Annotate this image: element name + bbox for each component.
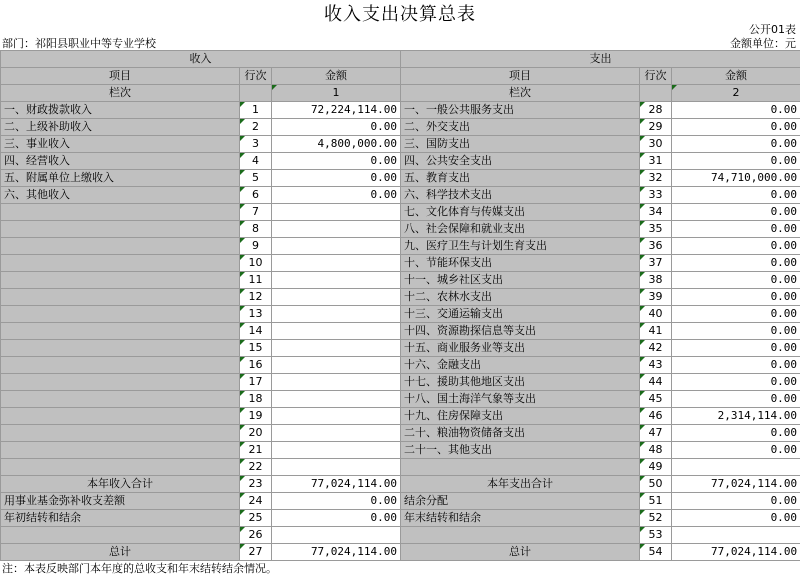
income-line-number: 18 (240, 391, 272, 408)
expense-item: 十二、农林水支出 (401, 289, 640, 306)
section-header-row (1, 51, 800, 68)
income-amount (272, 272, 401, 289)
table-row (1, 357, 800, 374)
income-item-header: 项目 (1, 68, 240, 85)
expense-amount (672, 459, 800, 476)
expense-amount (672, 527, 800, 544)
expense-item: 十、节能环保支出 (401, 255, 640, 272)
expense-amount: 0.00 (672, 238, 800, 255)
table-row (1, 153, 800, 170)
income-amount: 0.00 (272, 153, 401, 170)
income-line-number: 10 (240, 255, 272, 272)
income-item (1, 221, 240, 238)
income-line-number: 22 (240, 459, 272, 476)
income-item (1, 306, 240, 323)
income-column-spacer (240, 85, 272, 102)
expense-line-number: 46 (640, 408, 672, 425)
expense-amount: 0.00 (672, 374, 800, 391)
expense-item: 十五、商业服务业等支出 (401, 340, 640, 357)
income-line-number: 13 (240, 306, 272, 323)
income-item: 总计 (1, 544, 240, 561)
income-line-header: 行次 (240, 68, 272, 85)
column-header-row (1, 68, 800, 85)
income-amount (272, 374, 401, 391)
expense-line-number: 31 (640, 153, 672, 170)
income-line-number: 5 (240, 170, 272, 187)
table-row (1, 391, 800, 408)
expense-line-number: 47 (640, 425, 672, 442)
table-row (1, 204, 800, 221)
table-row (1, 340, 800, 357)
income-line-number: 16 (240, 357, 272, 374)
department-label: 部门：祁阳县职业中等专业学校 (2, 37, 156, 50)
expense-line-number: 39 (640, 289, 672, 306)
report-title: 收入支出决算总表 (324, 4, 476, 25)
expense-line-header: 行次 (640, 68, 672, 85)
table-row (1, 425, 800, 442)
expense-amount: 0.00 (672, 204, 800, 221)
expense-item: 二十、粮油物资储备支出 (401, 425, 640, 442)
expense-item: 八、社会保障和就业支出 (401, 221, 640, 238)
expense-item: 四、公共安全支出 (401, 153, 640, 170)
expense-item: 十八、国土海洋气象等支出 (401, 391, 640, 408)
expense-line-number: 51 (640, 493, 672, 510)
income-line-number: 4 (240, 153, 272, 170)
income-column-label: 栏次 (1, 85, 240, 102)
table-row (1, 408, 800, 425)
table-row (1, 510, 800, 527)
table-row (1, 102, 800, 119)
expense-line-number: 43 (640, 357, 672, 374)
currency-unit-label: 金额单位：元 (730, 37, 796, 50)
expense-amount: 0.00 (672, 357, 800, 374)
expense-line-number: 53 (640, 527, 672, 544)
expense-line-number: 44 (640, 374, 672, 391)
income-amount (272, 425, 401, 442)
income-amount (272, 204, 401, 221)
income-line-number: 11 (240, 272, 272, 289)
income-amount (272, 306, 401, 323)
expense-item (401, 459, 640, 476)
income-amount: 0.00 (272, 493, 401, 510)
expense-line-number: 38 (640, 272, 672, 289)
expense-item: 二十一、其他支出 (401, 442, 640, 459)
income-line-number: 25 (240, 510, 272, 527)
expense-amount: 0.00 (672, 119, 800, 136)
table-row (1, 119, 800, 136)
income-line-number: 17 (240, 374, 272, 391)
expense-section-header: 支出 (401, 51, 800, 68)
income-amount (272, 357, 401, 374)
income-item: 年初结转和结余 (1, 510, 240, 527)
expense-amount: 0.00 (672, 136, 800, 153)
income-line-number: 12 (240, 289, 272, 306)
table-row (1, 527, 800, 544)
income-line-number: 14 (240, 323, 272, 340)
expense-item: 十一、城乡社区支出 (401, 272, 640, 289)
income-item (1, 527, 240, 544)
expense-column-number: 2 (672, 85, 800, 102)
table-row (1, 170, 800, 187)
expense-item: 结余分配 (401, 493, 640, 510)
income-amount: 0.00 (272, 119, 401, 136)
expense-amount: 0.00 (672, 255, 800, 272)
table-row (1, 306, 800, 323)
income-item (1, 204, 240, 221)
income-item: 一、财政拨款收入 (1, 102, 240, 119)
expense-item-header: 项目 (401, 68, 640, 85)
income-item (1, 442, 240, 459)
expense-line-number: 32 (640, 170, 672, 187)
income-line-number: 23 (240, 476, 272, 493)
expense-item: 总计 (401, 544, 640, 561)
expense-line-number: 42 (640, 340, 672, 357)
expense-item: 九、医疗卫生与计划生育支出 (401, 238, 640, 255)
income-item (1, 408, 240, 425)
expense-line-number: 40 (640, 306, 672, 323)
footnote: 注：本表反映部门本年度的总收支和年末结转结余情况。 (2, 562, 277, 575)
expense-line-number: 45 (640, 391, 672, 408)
expense-amount-header: 金额 (672, 68, 800, 85)
income-item (1, 374, 240, 391)
income-amount (272, 323, 401, 340)
expense-item: 年末结转和结余 (401, 510, 640, 527)
table-row (1, 289, 800, 306)
table-row (1, 238, 800, 255)
table-row (1, 323, 800, 340)
income-item: 用事业基金弥补收支差额 (1, 493, 240, 510)
expense-item: 十七、援助其他地区支出 (401, 374, 640, 391)
income-item (1, 340, 240, 357)
income-amount (272, 238, 401, 255)
expense-item: 十四、资源勘探信息等支出 (401, 323, 640, 340)
expense-item: 六、科学技术支出 (401, 187, 640, 204)
income-amount: 0.00 (272, 187, 401, 204)
table-row (1, 221, 800, 238)
table-row (1, 255, 800, 272)
income-amount (272, 255, 401, 272)
table-row (1, 374, 800, 391)
income-amount: 0.00 (272, 170, 401, 187)
income-line-number: 8 (240, 221, 272, 238)
income-line-number: 26 (240, 527, 272, 544)
income-item (1, 289, 240, 306)
expense-amount: 0.00 (672, 306, 800, 323)
expense-amount: 2,314,114.00 (672, 408, 800, 425)
income-item (1, 391, 240, 408)
expense-line-number: 36 (640, 238, 672, 255)
income-section-header: 收入 (1, 51, 401, 68)
expense-amount: 0.00 (672, 102, 800, 119)
income-amount (272, 289, 401, 306)
income-amount (272, 459, 401, 476)
expense-item: 本年支出合计 (401, 476, 640, 493)
expense-amount: 0.00 (672, 391, 800, 408)
expense-line-number: 50 (640, 476, 672, 493)
expense-amount: 0.00 (672, 187, 800, 204)
form-code: 公开01表 (749, 23, 796, 36)
table-row (1, 136, 800, 153)
income-line-number: 24 (240, 493, 272, 510)
expense-item: 二、外交支出 (401, 119, 640, 136)
expense-amount: 0.00 (672, 442, 800, 459)
income-amount: 77,024,114.00 (272, 476, 401, 493)
income-item: 本年收入合计 (1, 476, 240, 493)
income-line-number: 20 (240, 425, 272, 442)
expense-item: 十三、交通运输支出 (401, 306, 640, 323)
expense-line-number: 37 (640, 255, 672, 272)
income-item (1, 255, 240, 272)
expense-line-number: 49 (640, 459, 672, 476)
income-amount (272, 221, 401, 238)
income-line-number: 6 (240, 187, 272, 204)
income-item (1, 459, 240, 476)
expense-line-number: 54 (640, 544, 672, 561)
income-line-number: 21 (240, 442, 272, 459)
income-item (1, 425, 240, 442)
income-item (1, 238, 240, 255)
table-row (1, 476, 800, 493)
income-line-number: 9 (240, 238, 272, 255)
expense-amount: 0.00 (672, 153, 800, 170)
table-row (1, 442, 800, 459)
income-line-number: 27 (240, 544, 272, 561)
table-row (1, 272, 800, 289)
expense-amount: 0.00 (672, 272, 800, 289)
expense-line-number: 28 (640, 102, 672, 119)
table-row (1, 493, 800, 510)
income-line-number: 19 (240, 408, 272, 425)
expense-amount: 0.00 (672, 289, 800, 306)
table-row (1, 459, 800, 476)
expense-line-number: 52 (640, 510, 672, 527)
expense-amount: 0.00 (672, 493, 800, 510)
income-line-number: 2 (240, 119, 272, 136)
income-amount (272, 391, 401, 408)
income-amount: 72,224,114.00 (272, 102, 401, 119)
income-amount (272, 527, 401, 544)
expense-amount: 77,024,114.00 (672, 476, 800, 493)
income-item: 三、事业收入 (1, 136, 240, 153)
column-index-row (1, 85, 800, 102)
expense-item: 五、教育支出 (401, 170, 640, 187)
income-amount: 4,800,000.00 (272, 136, 401, 153)
table-row (1, 544, 800, 561)
expense-line-number: 48 (640, 442, 672, 459)
income-item (1, 272, 240, 289)
expense-amount: 0.00 (672, 340, 800, 357)
expense-item: 七、文化体育与传媒支出 (401, 204, 640, 221)
income-line-number: 7 (240, 204, 272, 221)
expense-item: 一、一般公共服务支出 (401, 102, 640, 119)
expense-amount: 77,024,114.00 (672, 544, 800, 561)
income-line-number: 3 (240, 136, 272, 153)
income-item: 六、其他收入 (1, 187, 240, 204)
expense-line-number: 33 (640, 187, 672, 204)
expense-column-spacer (640, 85, 672, 102)
expense-column-label: 栏次 (401, 85, 640, 102)
income-item: 二、上级补助收入 (1, 119, 240, 136)
income-item (1, 323, 240, 340)
income-item: 四、经营收入 (1, 153, 240, 170)
expense-amount: 0.00 (672, 510, 800, 527)
expense-amount: 74,710,000.00 (672, 170, 800, 187)
income-line-number: 15 (240, 340, 272, 357)
income-item: 五、附属单位上缴收入 (1, 170, 240, 187)
expense-item (401, 527, 640, 544)
table-row (1, 187, 800, 204)
expense-amount: 0.00 (672, 221, 800, 238)
expense-item: 十六、金融支出 (401, 357, 640, 374)
expense-line-number: 30 (640, 136, 672, 153)
income-amount: 77,024,114.00 (272, 544, 401, 561)
income-line-number: 1 (240, 102, 272, 119)
income-column-number: 1 (272, 85, 401, 102)
expense-line-number: 41 (640, 323, 672, 340)
expense-line-number: 34 (640, 204, 672, 221)
expense-item: 三、国防支出 (401, 136, 640, 153)
income-amount (272, 340, 401, 357)
income-amount: 0.00 (272, 510, 401, 527)
expense-item: 十九、住房保障支出 (401, 408, 640, 425)
income-item (1, 357, 240, 374)
summary-table (0, 50, 800, 561)
expense-line-number: 29 (640, 119, 672, 136)
income-amount (272, 442, 401, 459)
income-amount-header: 金额 (272, 68, 401, 85)
expense-line-number: 35 (640, 221, 672, 238)
income-amount (272, 408, 401, 425)
expense-amount: 0.00 (672, 323, 800, 340)
expense-amount: 0.00 (672, 425, 800, 442)
